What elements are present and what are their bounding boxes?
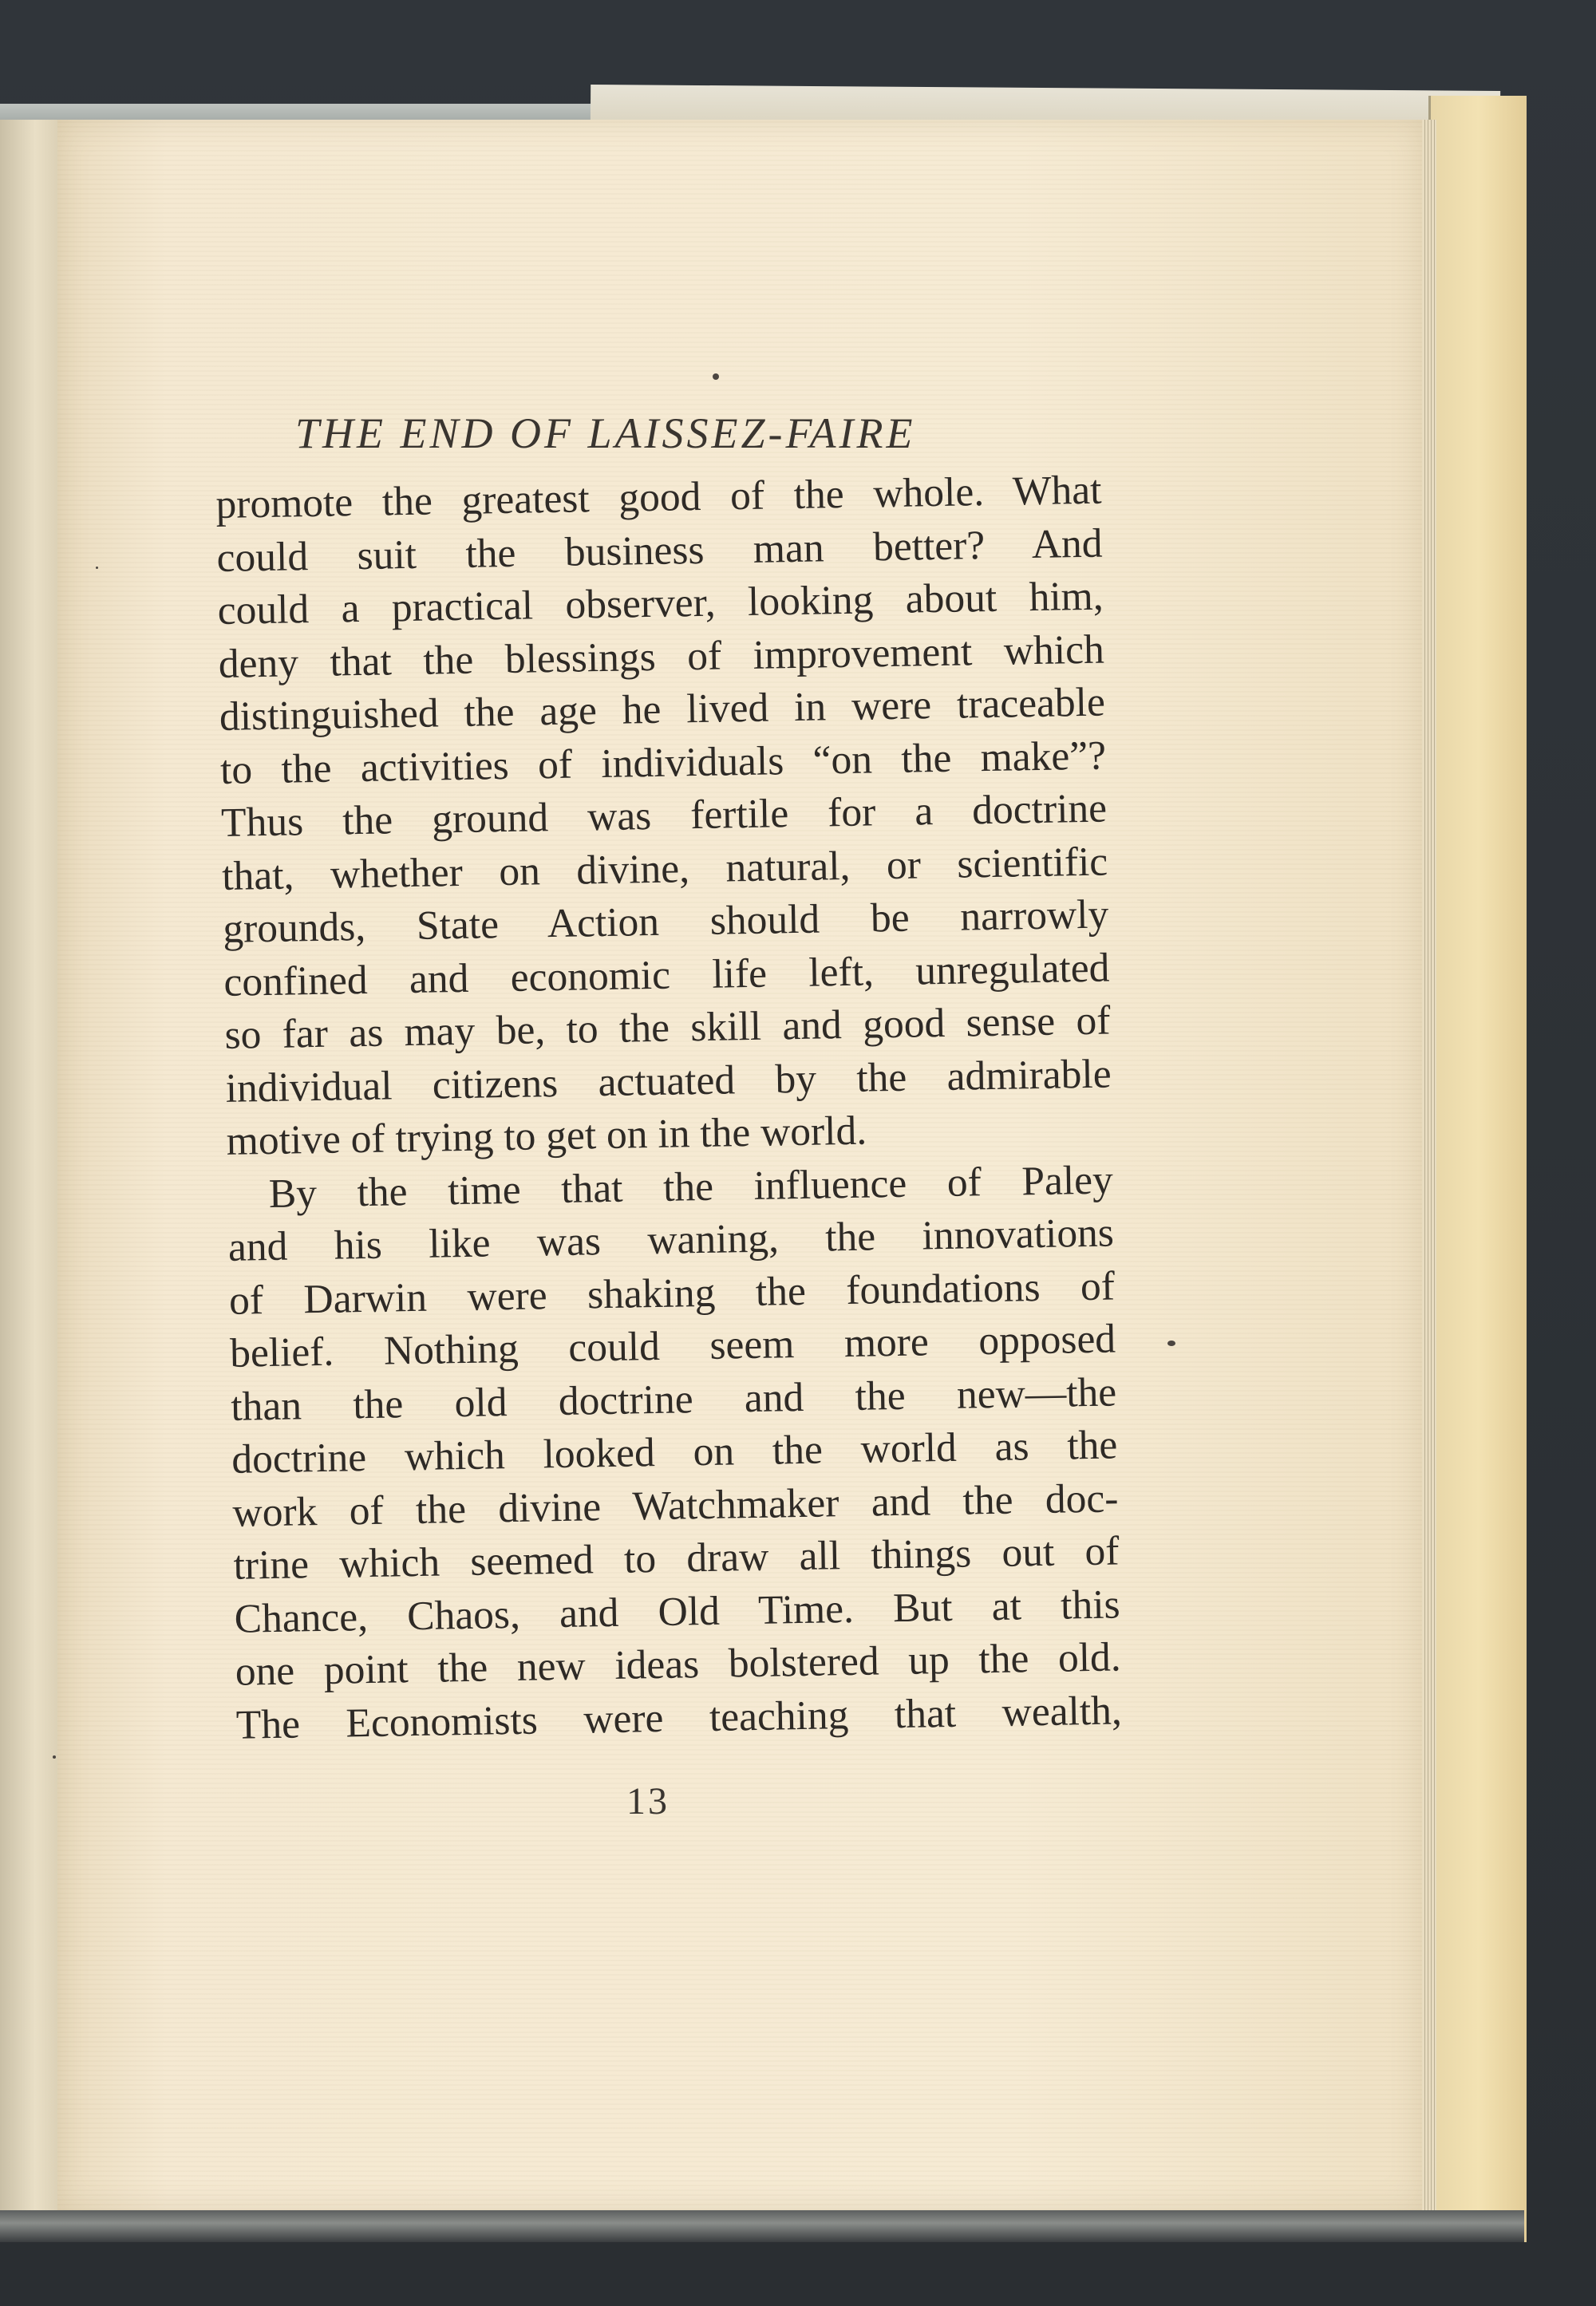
text-line: so far as may be, to the skill and good sense of: [224, 997, 1111, 1058]
text-line: individual citizens actuated by the admirable: [225, 1050, 1112, 1112]
text-line: of Darwin were shaking the foundations of: [228, 1262, 1116, 1324]
text-line: one point the new ideas bolstered up the old.: [235, 1634, 1122, 1695]
body-text: [215, 464, 1122, 1752]
page-number: 13: [626, 1780, 670, 1822]
running-head: THE END OF LAISSEZ-FAIRE: [295, 409, 916, 457]
text-line: distinguished the age he lived in were traceable: [219, 679, 1106, 740]
text-line: than the old doctrine and the new—the: [230, 1368, 1117, 1430]
text-line: and his like was waning, the innovations: [227, 1210, 1115, 1270]
text-line: to the activities of individuals “on the make”?: [219, 732, 1107, 793]
text-line: that, whether on divine, natural, or scientific: [221, 839, 1108, 899]
text-line: The Economists were teaching that wealth,: [235, 1687, 1123, 1748]
text-line: grounds, State Action should be narrowly: [222, 891, 1109, 952]
book-cover-edge: [1428, 96, 1527, 2242]
text-line: could a practical observer, looking about him,: [217, 573, 1104, 634]
text-line: motive of trying to get on in the world.: [226, 1108, 867, 1164]
text-line: promote the greatest good of the whole. What: [215, 467, 1102, 527]
text-line: Thus the ground was fertile for a doctrine: [220, 785, 1108, 846]
text-line: By the time that the influence of Paley: [268, 1156, 1114, 1217]
text-line: doctrine which looked on the world as the: [231, 1422, 1118, 1483]
text-line: could suit the business man better? And: [216, 520, 1103, 581]
text-line: confined and economic life left, unregulated: [223, 945, 1110, 1005]
text-line: Chance, Chaos, and Old Time. But at this: [234, 1581, 1121, 1642]
book-bottom-edge: [0, 2210, 1524, 2242]
text-line: deny that the blessings of improvement which: [218, 626, 1105, 687]
text-line: work of the divine Watchmaker and the doc-: [232, 1475, 1119, 1536]
facing-page-edge: [0, 120, 65, 2226]
text-line: belief. Nothing could seem more opposed: [229, 1316, 1116, 1376]
text-line: trine which seemed to draw all things out of: [233, 1528, 1120, 1589]
